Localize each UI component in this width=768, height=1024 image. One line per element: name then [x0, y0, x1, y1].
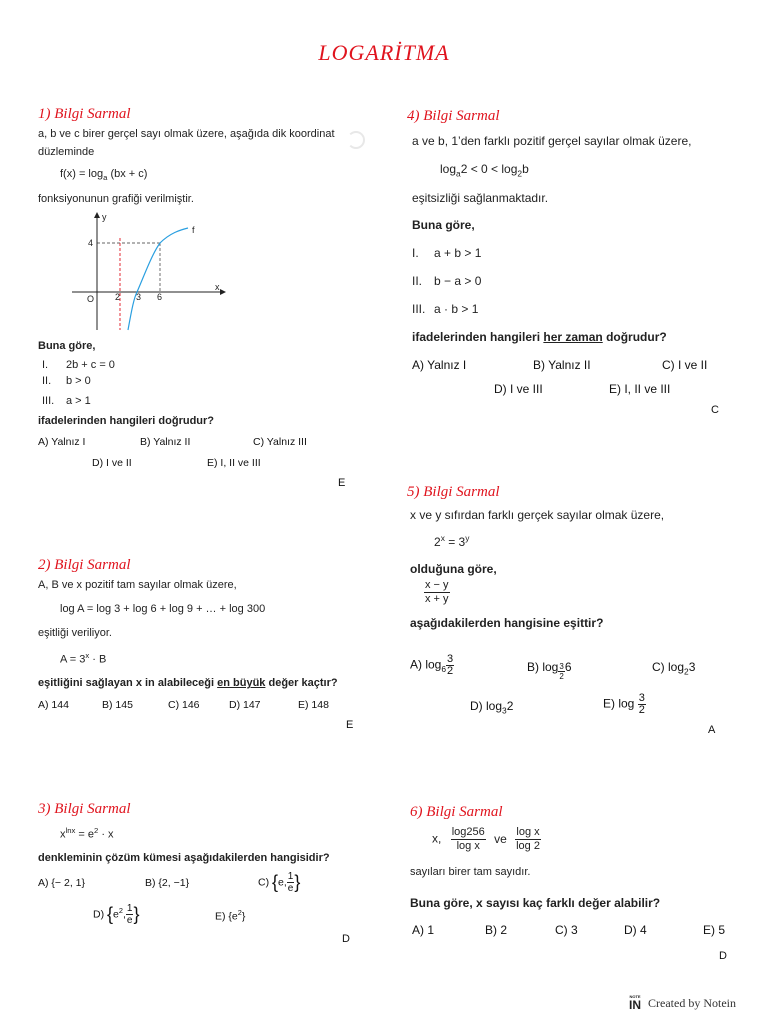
q4-item-num: I.	[412, 246, 419, 260]
x-tick-label: 3	[136, 292, 142, 302]
q5-equation: $2^x = 3^y$	[434, 533, 470, 549]
origin-label: O	[87, 294, 95, 304]
q6-answer-key: D	[719, 950, 727, 962]
q5-option[interactable]: B) log $\frac{3}{2}$ 6	[527, 660, 572, 681]
q6-heading: 6) Bilgi Sarmal	[410, 804, 503, 820]
x-axis-label: x	[215, 282, 220, 292]
q6-question: Buna göre, x sayısı kaç farklı değer alabilir?	[410, 896, 661, 910]
q4-option[interactable]: B) Yalnız II	[533, 358, 591, 372]
q3-answer-key: D	[342, 933, 350, 945]
q2-option[interactable]: A) 144	[38, 699, 69, 711]
q3-option[interactable]: D) {$e^2$, $\frac{1}{e}$ }	[93, 903, 140, 926]
q4-option[interactable]: D) I ve III	[494, 382, 543, 396]
x-tick-label: 6	[157, 292, 163, 302]
q2-answer-key: E	[346, 719, 354, 731]
q6-line1: sayıları birer tam sayıdır.	[410, 866, 531, 878]
q2-equation1: log A = log 3 + log 6 + log 9 + … + log 300	[60, 603, 266, 615]
curve-label: f	[192, 225, 195, 235]
logo-top-text: NOTE	[629, 994, 641, 999]
q2-option[interactable]: D) 147	[229, 699, 261, 711]
q4-item-num: II.	[412, 274, 423, 288]
q1-option[interactable]: B) Yalnız II	[140, 436, 191, 448]
q2-line1: A, B ve x pozitif tam sayılar olmak üzere,	[38, 579, 237, 591]
q1-heading: 1) Bilgi Sarmal	[38, 106, 131, 122]
x-tick-label: 2	[115, 292, 121, 302]
y-axis-label: y	[102, 212, 107, 222]
q2-option[interactable]: B) 145	[102, 699, 133, 711]
x-axis-arrow-icon	[220, 289, 226, 295]
q2-question: eşitliğini sağlayan x in alabileceği en büyük değer kaçtır?	[38, 677, 338, 689]
q6-expression: x, $\frac{\log 256}{\text{log x}}$ ve $\frac{\text{log x}}{\log 2}$	[432, 826, 540, 852]
q6-option[interactable]: D) 4	[624, 923, 647, 937]
q5-fraction: $\frac{x - y}{x + y}$	[425, 579, 449, 605]
q1-option[interactable]: D) I ve II	[92, 457, 132, 469]
q1-answer-key: E	[338, 477, 346, 489]
q1-item-num: II.	[42, 375, 52, 387]
q3-option[interactable]: A) {− 2, 1}	[38, 877, 85, 889]
q1-option[interactable]: A) Yalnız I	[38, 436, 86, 448]
scroll-indicator-icon	[347, 131, 365, 149]
q6-option[interactable]: C) 3	[555, 923, 578, 937]
q4-answer-key: C	[711, 404, 719, 416]
q5-answer-key: A	[708, 724, 716, 736]
q5-option[interactable]: D) $\log_32$	[470, 699, 514, 716]
q4-item-text: b − a > 0	[434, 274, 482, 288]
q1-buna: Buna göre,	[38, 340, 96, 352]
q6-option[interactable]: A) 1	[412, 923, 435, 937]
q2-option[interactable]: C) 146	[168, 699, 200, 711]
q2-option[interactable]: E) 148	[298, 699, 329, 711]
q4-line2: eşitsizliği sağlanmaktadır.	[412, 191, 549, 205]
q3-equation: $x^{lnx} = e^2 \cdot x$	[60, 826, 114, 841]
q1-function: $f(x) = \log_a (bx + c)$	[60, 168, 148, 183]
q4-option[interactable]: A) Yalnız I	[412, 358, 467, 372]
q1-item-num: III.	[42, 395, 55, 407]
q5-question: aşağıdakilerden hangisine eşittir?	[410, 616, 604, 630]
q2-line2: eşitliği veriliyor.	[38, 627, 112, 639]
q4-inequality: $\log_a2 < 0 < \log_2b$	[440, 162, 529, 179]
q5-option[interactable]: A) $\log_6$ $\frac{3}{2}$	[410, 653, 454, 677]
q1-line1: a, b ve c birer gerçel sayı olmak üzere, aşağıda dik koordinat	[38, 128, 335, 140]
q1-line2: düzleminde	[38, 146, 95, 158]
q2-heading: 2) Bilgi Sarmal	[38, 557, 131, 573]
q5-line1: x ve y sıfırdan farklı gerçek sayılar olmak üzere,	[410, 508, 665, 522]
q1-option[interactable]: E) I, II ve III	[207, 457, 261, 469]
q5-line2: olduğuna göre,	[410, 562, 497, 576]
y-tick-label: 4	[88, 238, 94, 248]
q4-heading: 4) Bilgi Sarmal	[407, 108, 500, 124]
notein-logo-icon	[627, 994, 643, 1011]
q1-graph	[62, 208, 232, 334]
q4-buna: Buna göre,	[412, 218, 475, 232]
q5-heading: 5) Bilgi Sarmal	[407, 484, 500, 500]
q1-item-text: 2b + c = 0	[66, 359, 115, 371]
footer-credit: Created by Notein	[648, 996, 736, 1010]
q5-option[interactable]: C) $\log_23$	[652, 660, 696, 677]
logo-main-text: IN	[629, 998, 641, 1012]
q3-question: denkleminin çözüm kümesi aşağıdakilerden hangisidir?	[38, 852, 330, 864]
q4-item-num: III.	[412, 302, 426, 316]
q1-item-text: b > 0	[66, 375, 91, 387]
page-title: LOGARİTMA	[318, 40, 450, 65]
q6-option[interactable]: E) 5	[703, 923, 726, 937]
q1-item-num: I.	[42, 359, 49, 371]
q3-heading: 3) Bilgi Sarmal	[38, 801, 131, 817]
q1-question: ifadelerinden hangileri doğrudur?	[38, 415, 215, 427]
q2-equation2: $A = 3^x \cdot B$	[60, 651, 107, 666]
q1-item-text: a > 1	[66, 395, 91, 407]
q4-line1: a ve b, 1’den farklı pozitif gerçel sayılar olmak üzere,	[412, 134, 692, 148]
q1-line3: fonksiyonunun grafiği verilmiştir.	[38, 193, 194, 205]
q4-item-text: a · b > 1	[434, 302, 479, 316]
q4-option[interactable]: E) I, II ve III	[609, 382, 671, 396]
q4-question: ifadelerinden hangileri her zaman doğrudur?	[412, 330, 667, 344]
q1-option[interactable]: C) Yalnız III	[253, 436, 307, 448]
q4-option[interactable]: C) I ve II	[662, 358, 708, 372]
q3-option[interactable]: E) $\{e^2\}$	[215, 908, 246, 923]
q3-option[interactable]: B) {2, −1}	[145, 877, 190, 889]
q5-option[interactable]: E) log $\frac{3}{2}$	[603, 692, 645, 716]
y-axis-arrow-icon	[94, 212, 100, 218]
q4-item-text: a + b > 1	[434, 246, 482, 260]
q3-option[interactable]: C) {e, $\frac{1}{e}$ }	[258, 871, 301, 894]
q6-option[interactable]: B) 2	[485, 923, 508, 937]
